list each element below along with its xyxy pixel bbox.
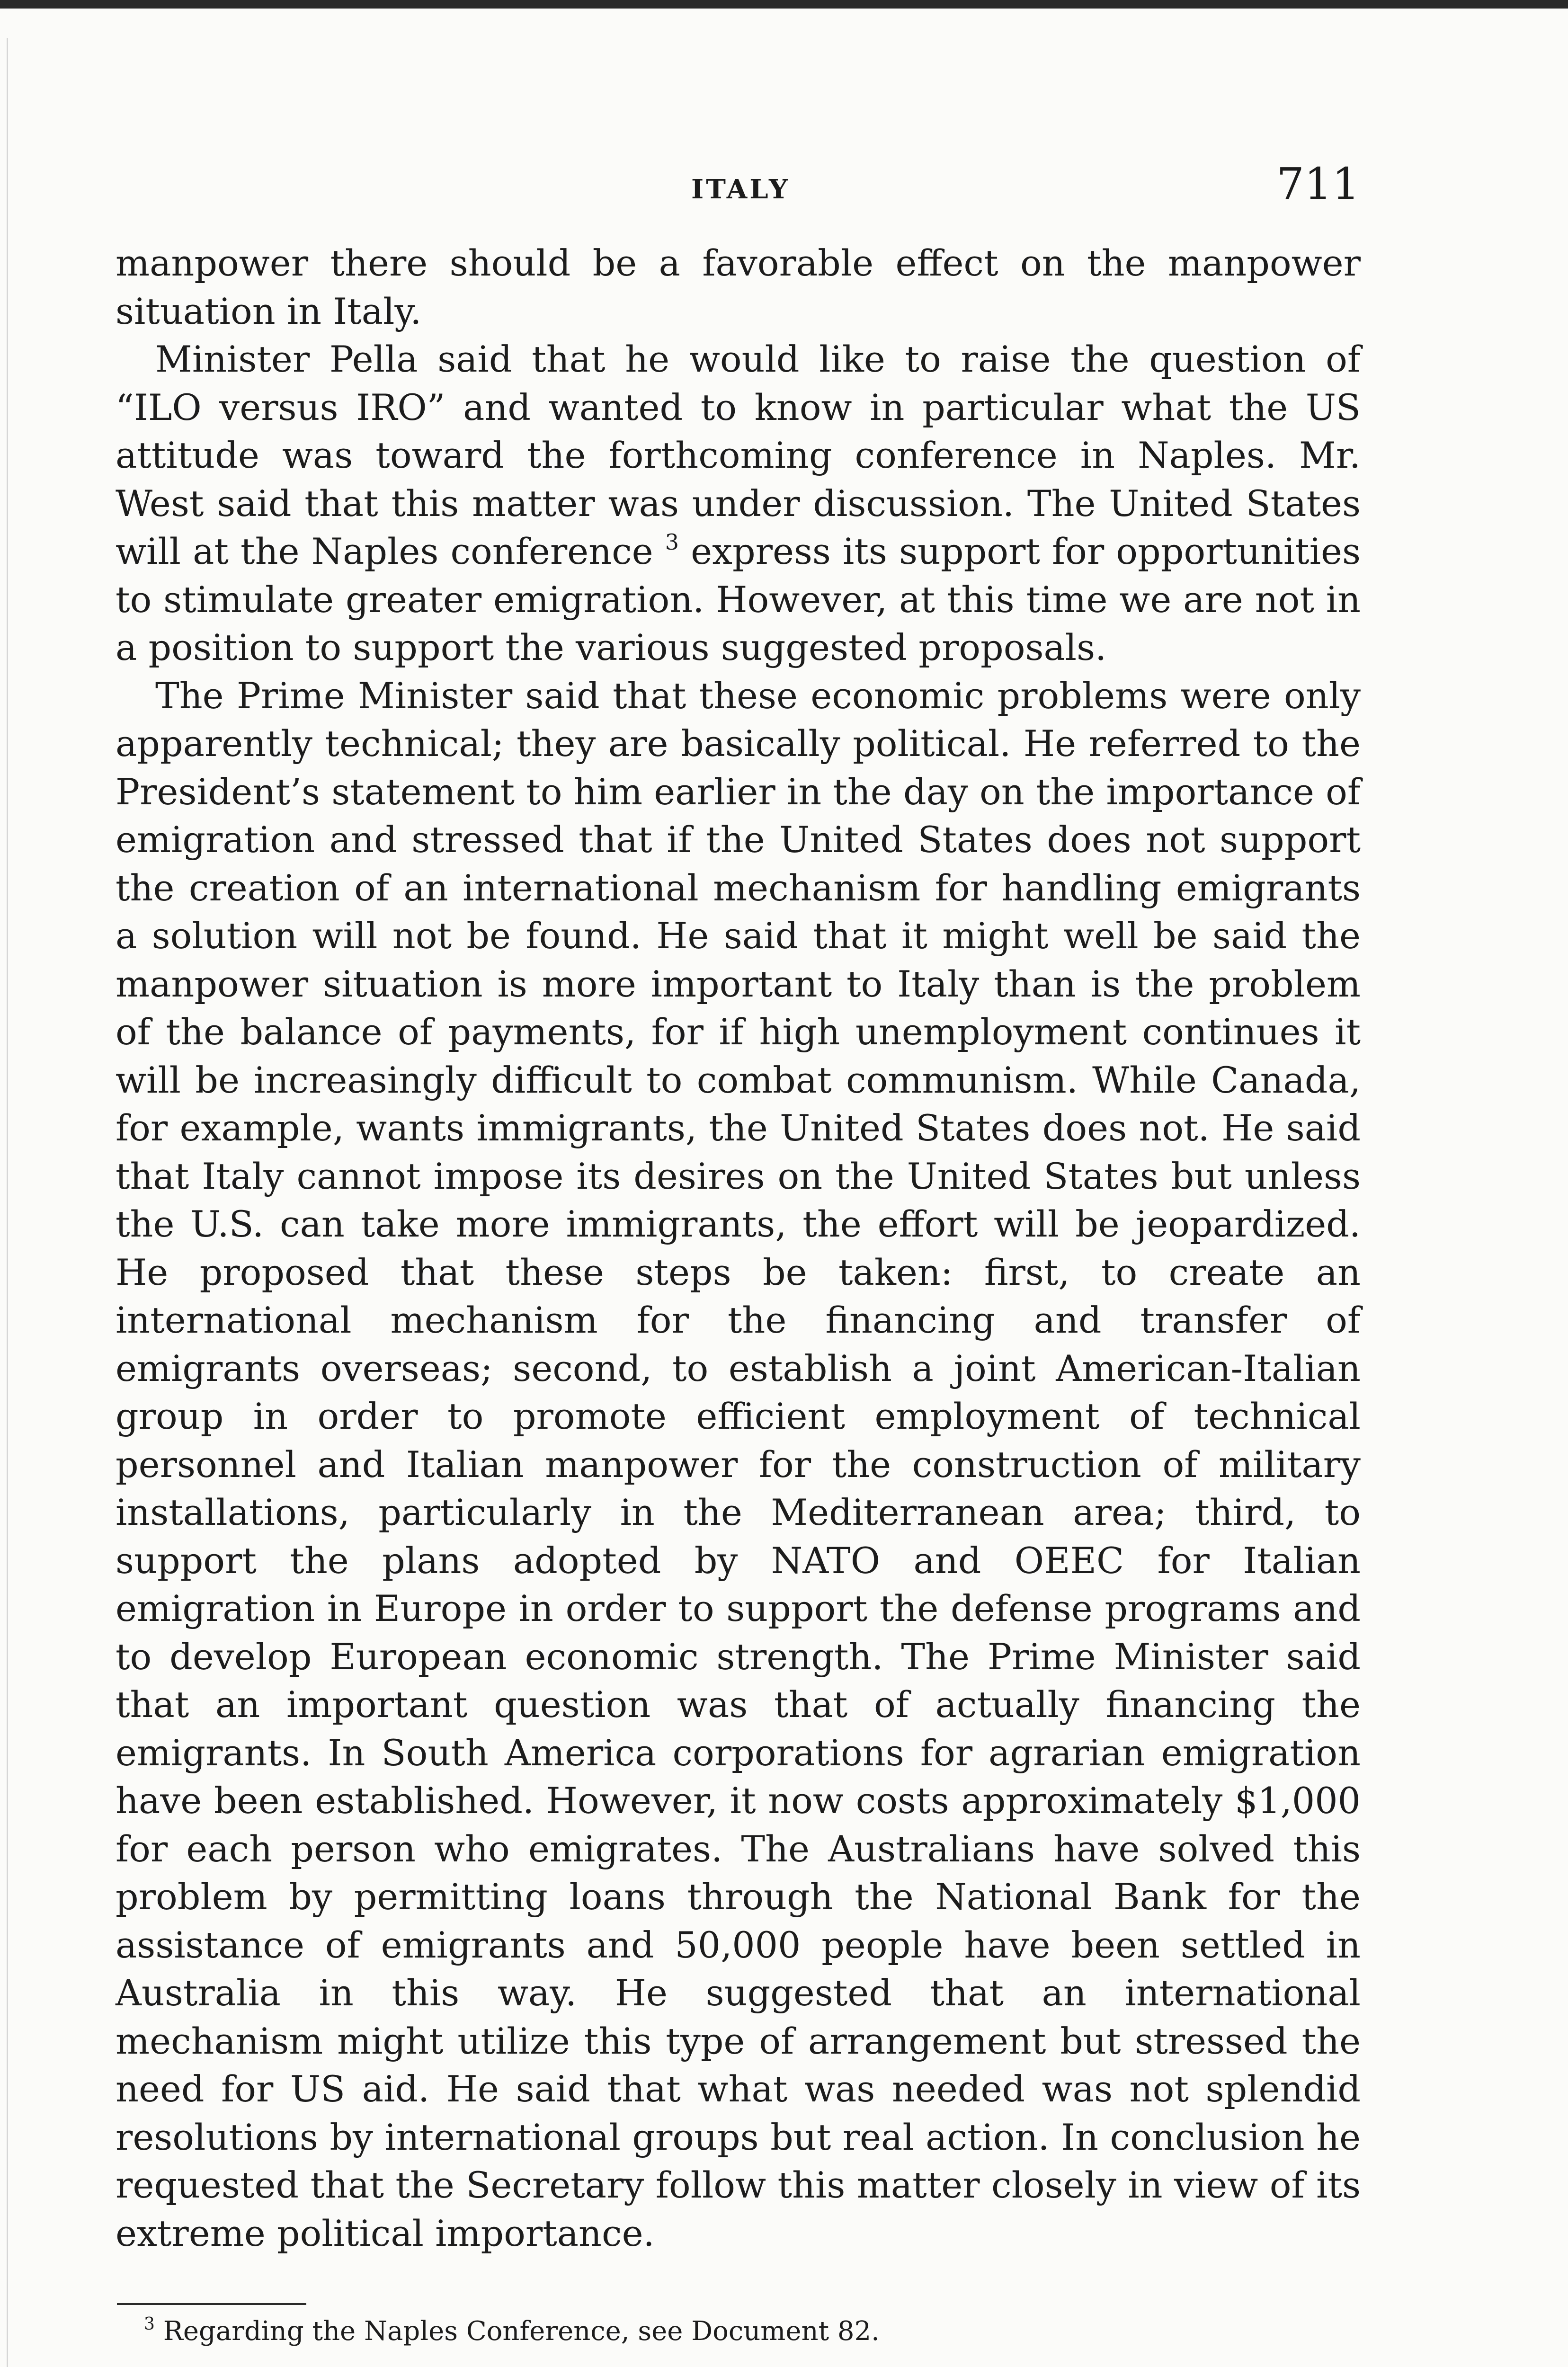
- footnote-divider: [117, 2303, 306, 2305]
- footnote-marker: 3: [144, 2314, 155, 2334]
- paragraph-prime-minister: The Prime Minister said that these economic problems were only apparently technical; they are basically political. He referred to the President’s statement to him earlier in the day on the importance of emigration and stressed that if the United States does not support the creation of an international mechanism for handling emigrants a solution will not be found. He said that it might well be said the manpower situation is more important to Italy than is the problem of the balance of payments, for if high unemployment continues it will be increasingly difficult to combat communism. While Canada, for example, wants immigrants, the United States does not. He said that Italy cannot impose its desires on the United States but unless the U.S. can take more immigrants, the effort will be jeopardized. He proposed that these steps be taken: first, to create an international mechanism for the financing and transfer of emigrants overseas; second, to establish a joint American-Italian group in order to promote efficient employment of technical personnel and Italian manpower for the construction of military installations, particularly in the Mediterranean area; third, to support the plans adopted by NATO and OEEC for Italian emigration in Europe in order to support the defense programs and to develop European economic strength. The Prime Minister said that an important question was that of actually financing the emigrants. In South America corporations for agrarian emigration have been established. However, it now costs approximately $1,000 for each person who emigrates. The Australians have solved this problem by permitting loans through the National Bank for the assistance of emigrants and 50,000 people have been settled in Australia in this way. He suggested that an international mechanism might utilize this type of arrangement but stressed the need for US aid. He said that what was needed was not splendid resolutions by international groups but real action. In conclusion he requested that the Secretary follow this matter closely in view of its extreme political importance.: [116, 674, 1361, 2254]
- page-number: 711: [1276, 159, 1360, 209]
- paragraph-pella-ilo: [116, 335, 1361, 672]
- body-text: [116, 239, 1361, 2257]
- footnote-text: Regarding the Naples Conference, see Document 82.: [154, 2316, 880, 2347]
- paragraph-text: Minister Pella said that he would like to raise the question of “ILO versus IRO” and wanted to know in particular what the US attitude was toward the forthcoming conference in Naples. Mr. West said that this matter was under discussion. The United States will at the Naples conference: [116, 338, 1361, 572]
- left-margin-shadow: [7, 38, 8, 2367]
- running-head: [0, 159, 1568, 209]
- running-title: ITALY: [691, 174, 791, 205]
- footnote-reference: 3: [665, 529, 679, 555]
- paragraph-continuation: manpower there should be a favorable effect on the manpower situation in Italy.: [116, 242, 1361, 332]
- footnote: [144, 2315, 880, 2348]
- top-edge-rule: [0, 0, 1568, 9]
- paragraph-text: express its support for opportunities to stimulate greater emigration. However, at this time we are not in a position to support the various suggested proposals.: [116, 530, 1361, 668]
